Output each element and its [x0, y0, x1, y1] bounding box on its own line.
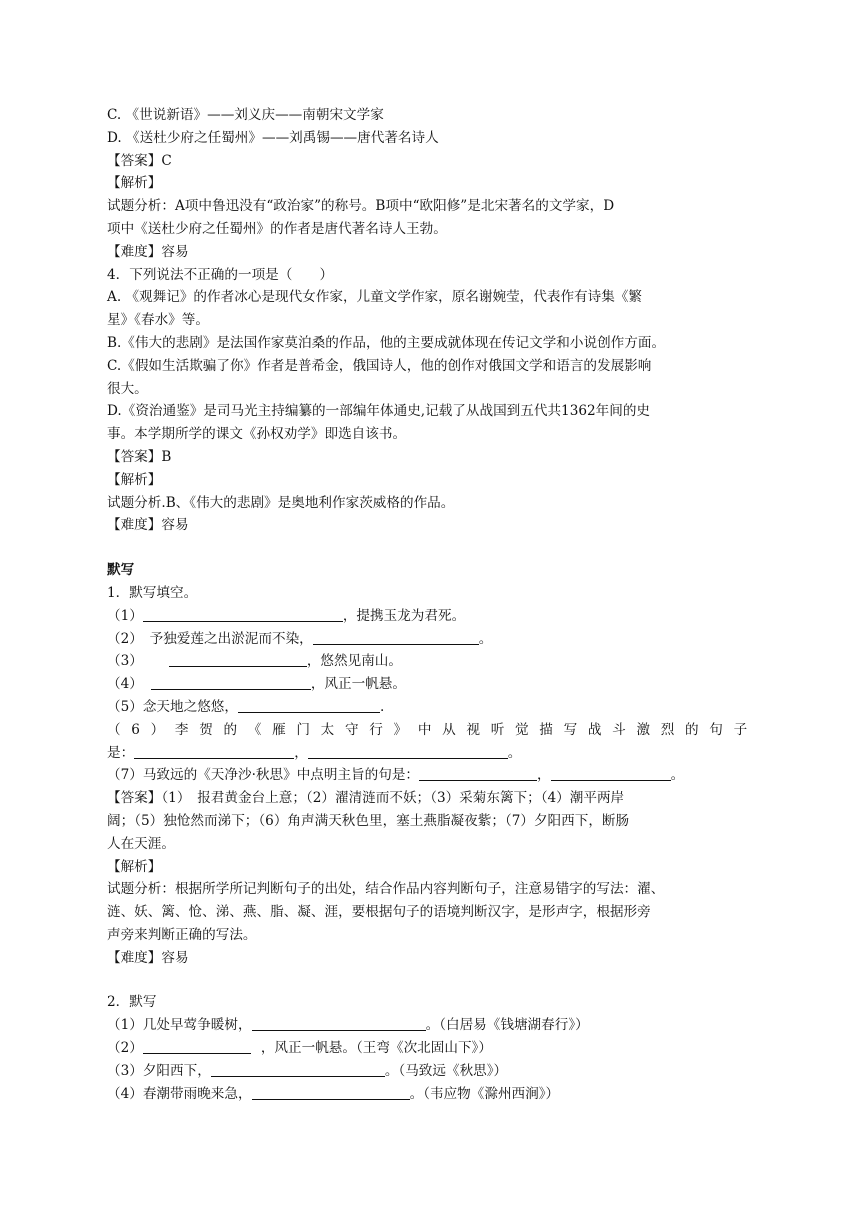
answer-blank[interactable] — [313, 630, 479, 645]
spacer — [107, 969, 820, 991]
q4-option-b: B.《伟大的悲剧》是法国作家莫泊桑的作品，他的主要成就体现在传记文学和小说创作方面。 — [107, 334, 666, 351]
q4-option-c: 很大。 — [107, 380, 148, 397]
dictation-item-2: （2） ，风正一帆悬。（王弯《次北固山下》） — [107, 1040, 492, 1057]
fill-item-6: （6）李贺的《雁门太守行》中从视听觉描写战斗激烈的句子 — [107, 721, 755, 738]
answer-text: 阔；（5）独怆然而涕下；（6）角声满天秋色里，塞土燕脂凝夜紫；（7）夕阳西下，断肠 — [107, 812, 630, 829]
answer-blank[interactable] — [252, 1085, 410, 1100]
answer-label: 【答案】B — [107, 448, 172, 465]
answer-text: 人在天涯。 — [107, 835, 175, 852]
answer-blank[interactable] — [143, 1039, 251, 1054]
question-4-stem: 4．下列说法不正确的一项是（ ） — [107, 266, 334, 283]
analysis-label: 【解析】 — [107, 471, 162, 488]
answer-blank[interactable] — [551, 766, 671, 781]
fill-item-1: （1） ，提携玉龙为君死。 — [107, 607, 466, 624]
dictation-item-3: （3）夕阳西下， 。（马致远《秋思》） — [107, 1062, 508, 1079]
answer-blank[interactable] — [169, 652, 307, 667]
analysis-text: 试题分析：A项中鲁迅没有“政治家”的称号。B项中“欧阳修”是北宋著名的文学家，D — [107, 198, 615, 215]
analysis-label: 【解析】 — [107, 858, 162, 875]
option-c: C. 《世说新语》——刘义庆——南朝宋文学家 — [107, 107, 384, 123]
question-1-stem: 1．默写填空。 — [107, 584, 198, 601]
answer-blank[interactable] — [419, 766, 537, 781]
answer-text: 【答案】（1） 报君黄金台上意；（2）濯清涟而不妖；（3）采菊东篱下；（4）潮平两岸 — [107, 790, 625, 807]
question-2-stem: 2．默写 — [107, 994, 157, 1011]
answer-blank[interactable] — [211, 1062, 385, 1077]
answer-blank[interactable] — [134, 744, 294, 759]
difficulty-label: 【难度】容易 — [107, 243, 189, 260]
q4-option-c: C.《假如生活欺骗了你》作者是普希金，俄国诗人，他的创作对俄国文学和语言的发展影响 — [107, 357, 652, 374]
fill-item-7: （7）马致远的《天净沙·秋思》中点明主旨的句是： ， 。 — [107, 767, 685, 784]
dictation-item-4: （4）春潮带雨晚来急， 。（韦应物《滁州西涧》） — [107, 1085, 560, 1102]
answer-blank[interactable] — [308, 744, 508, 759]
fill-item-6: 是： ， 。 — [107, 744, 522, 761]
q4-option-d: D.《资治通鉴》是司马光主持编纂的一部编年体通史,记载了从战国到五代共1362年间的史 — [107, 403, 651, 420]
fill-item-3: （3） ，悠然见南山。 — [107, 653, 402, 670]
difficulty-label: 【难度】容易 — [107, 517, 189, 534]
fill-item-5: （5）念天地之悠悠， . — [107, 698, 385, 715]
answer-blank[interactable] — [151, 675, 311, 690]
dictation-item-1: （1）几处早莺争暖树， 。（白居易《钱塘湖春行》） — [107, 1017, 589, 1034]
option-d: D. 《送杜少府之任蜀州》——刘禹锡——唐代著名诗人 — [107, 129, 439, 146]
analysis-label: 【解析】 — [107, 175, 162, 192]
analysis-text: 声旁来判断正确的写法。 — [107, 926, 257, 943]
answer-label: 【答案】C — [107, 152, 172, 169]
analysis-text: 涟、妖、篱、怆、涕、燕、脂、凝、涯，要根据句子的语境判断汉字，是形声字，根据形旁 — [107, 904, 651, 921]
fill-item-4: （4） ，风正一帆悬。 — [107, 676, 406, 693]
q4-option-a: 星》《春水》等。 — [107, 312, 209, 329]
fill-item-2: （2） 予独爱莲之出淤泥而不染， 。 — [107, 630, 493, 647]
spacer — [107, 537, 820, 559]
q4-option-d: 事。本学期所学的课文《孙权劝学》即选自该书。 — [107, 426, 407, 443]
section-heading: 默写 — [107, 562, 135, 579]
q4-option-a: A. 《观舞记》的作者冰心是现代女作家，儿童文学作家，原名谢婉莹，代表作有诗集《繁 — [107, 289, 643, 306]
analysis-text: 试题分析.B、《伟大的悲剧》是奥地利作家茨威格的作品。 — [107, 494, 455, 511]
analysis-text: 项中《送杜少府之任蜀州》的作者是唐代著名诗人王勃。 — [107, 220, 447, 237]
answer-blank[interactable] — [252, 1016, 426, 1031]
answer-blank[interactable] — [238, 698, 380, 713]
analysis-text: 试题分析：根据所学所记判断句子的出处，结合作品内容判断句子，注意易错字的写法：濯、 — [107, 881, 665, 898]
answer-blank[interactable] — [143, 607, 343, 622]
difficulty-label: 【难度】容易 — [107, 949, 189, 966]
